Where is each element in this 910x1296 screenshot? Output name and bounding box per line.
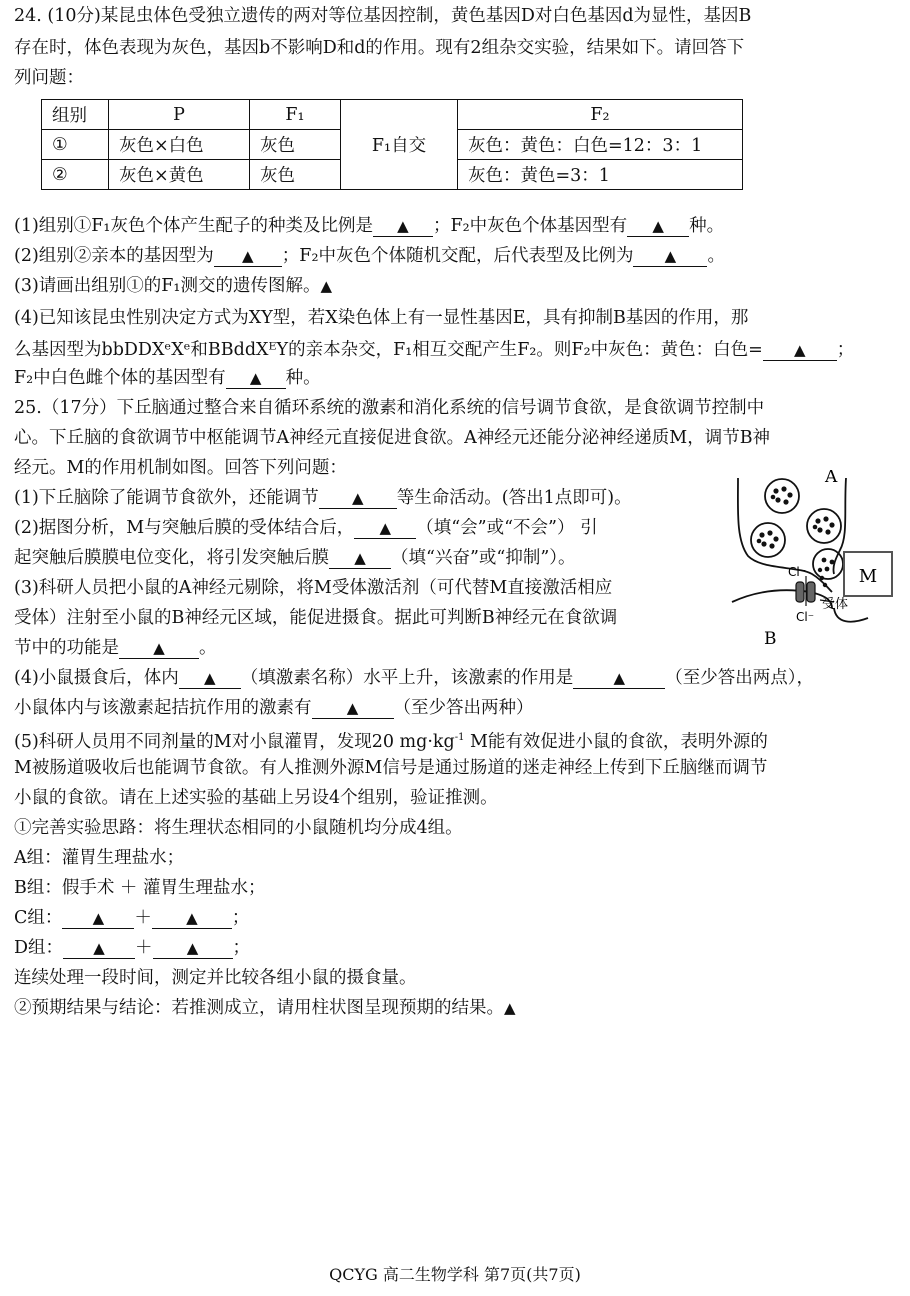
group-d-label: D组： — [14, 938, 64, 958]
q25-sub5-line4: ①完善实验思路：将生理状态相同的小鼠随机均分成4组。 — [14, 818, 463, 838]
q24-s1-text-c: 种。 — [689, 216, 725, 236]
q25-s5-text-a1: (5)科研人员用不同剂量的M对小鼠灌胃，发现20 mg·kg — [14, 731, 455, 752]
q24-s4-text-c1: F₂中白色雌个体的基因型有 — [14, 368, 226, 388]
triangle-icon: ▲ — [504, 999, 516, 1017]
q24-sub4-line3 — [14, 366, 321, 390]
header-p: P — [109, 100, 250, 130]
q24-intro-line3: 列问题： — [14, 68, 84, 88]
label-a: A — [825, 470, 838, 487]
q25-s4-text-b1: 小鼠体内与该激素起拮抗作用的激素有 — [14, 698, 312, 718]
q25-sub5-continue: 连续处理一段时间，测定并比较各组小鼠的摄食量。 — [14, 968, 417, 988]
q24-sub3 — [14, 274, 332, 298]
label-b: B — [764, 629, 777, 649]
q25-intro-line2: 心。下丘脑的食欲调节中枢能调节A神经元直接促进食欲。A神经元还能分泌神经递质M，调节B神 — [14, 428, 771, 448]
q25-sub4-line1 — [14, 666, 814, 690]
answer-blank[interactable] — [226, 368, 286, 389]
q25-sub5-line2: M被肠道吸收后也能调节食欲。有人推测外源M信号是通过肠道的迷走神经上传到下丘脑继而调节 — [14, 758, 768, 778]
postsynaptic-membrane — [732, 590, 832, 608]
answer-blank[interactable] — [153, 938, 233, 959]
q25-s4-text-b2: （至少答出两种） — [393, 698, 534, 718]
answer-blank[interactable] — [573, 668, 665, 689]
q24-s2-text-a: (2)组别②亲本的基因型为 — [14, 246, 214, 266]
triangle-icon: ▲ — [153, 639, 165, 657]
q24-s4-text-b2: ； — [836, 340, 855, 360]
q25-s2-text-b: （填“会”或“不会”） 引 — [416, 518, 598, 538]
q24-s2-text-c: 。 — [707, 246, 725, 266]
triangle-icon: ▲ — [92, 909, 105, 927]
plus-sign: ＋ — [134, 908, 152, 928]
triangle-icon: ▲ — [242, 247, 254, 265]
answer-blank[interactable] — [62, 908, 134, 929]
cell-f2: 灰色：黄色=3：1 — [458, 160, 743, 190]
q25-s2-text-c2: （填“兴奋”或“抑制”）。 — [391, 548, 576, 568]
q25-sub4-line2 — [14, 696, 534, 720]
answer-blank[interactable] — [329, 548, 391, 569]
q24-s4-text-c2: 种。 — [285, 368, 321, 388]
q25-s2-text-c1: 起突触后膜膜电位变化，将引发突触后膜 — [14, 548, 329, 568]
q25-s4-text-a1: (4)小鼠摄食后，体内 — [14, 668, 179, 688]
answer-blank[interactable] — [627, 216, 689, 237]
receptor-icon — [796, 576, 815, 606]
triangle-icon: ▲ — [613, 669, 626, 687]
semicolon: ； — [231, 908, 250, 928]
group-d — [14, 936, 250, 960]
q25-sub3-line2: 受体）注射至小鼠的B神经元区域，能促进摄食。据此可判断B神经元在食欲调 — [14, 608, 618, 628]
q25-s1-text-a: (1)下丘脑除了能调节食欲外，还能调节 — [14, 488, 319, 508]
triangle-icon: ▲ — [397, 217, 409, 235]
q25-s3-text-c1: 节中的功能是 — [14, 638, 119, 658]
answer-blank[interactable] — [179, 668, 241, 689]
triangle-icon: ▲ — [346, 699, 359, 717]
header-f1: F₁ — [250, 100, 341, 130]
q24-sub4-line1: (4)已知该昆虫性别决定方式为XY型，若X染色体上有一显性基因E，具有抑制B基因的作用，那 — [14, 308, 749, 328]
vesicle — [807, 509, 841, 543]
label-chloride-top: Cl⁻ — [788, 565, 807, 579]
header-f2: F₂ — [458, 100, 743, 130]
q25-sub3-line3 — [14, 636, 217, 660]
answer-blank[interactable] — [354, 518, 416, 539]
cell-f1: 灰色 — [250, 160, 341, 190]
group-a: A组：灌胃生理盐水； — [14, 848, 185, 868]
vesicle — [751, 523, 785, 557]
q24-sub4-line2 — [14, 338, 854, 362]
q25-s5-sup: -1 — [454, 732, 465, 743]
group-c — [14, 906, 249, 930]
label-receptor: 受体 — [822, 597, 849, 612]
header-group: 组别 — [42, 100, 109, 130]
q24-intro-line2: 存在时，体色表现为灰色，基因b不影响D和d的作用。现有2组杂交实验，结果如下。请回答下 — [14, 38, 745, 58]
triangle-icon: ▲ — [186, 909, 198, 927]
cell-group: ② — [42, 160, 109, 190]
merged-f1-selfing: F₁自交 — [341, 100, 458, 190]
label-m: M — [858, 566, 878, 587]
answer-blank[interactable] — [63, 938, 135, 959]
cell-f1: 灰色 — [250, 130, 341, 160]
triangle-icon: ▲ — [249, 369, 262, 387]
q24-s3-text: (3)请画出组别①的F₁测交的遗传图解。 — [14, 276, 321, 296]
triangle-icon: ▲ — [352, 489, 364, 507]
answer-blank[interactable] — [373, 216, 433, 237]
cell-p: 灰色×黄色 — [109, 160, 250, 190]
answer-blank[interactable] — [319, 488, 397, 509]
q25-sub5-line1 — [14, 726, 768, 754]
triangle-icon: ▲ — [652, 217, 664, 235]
answer-blank[interactable] — [633, 246, 707, 267]
triangle-icon: ▲ — [320, 277, 332, 295]
answer-blank[interactable] — [763, 340, 837, 361]
triangle-icon: ▲ — [93, 939, 105, 957]
q24-s4-text-b1: 么基因型为bbDDXᵉXᵉ和BBddXᴱY的亲本杂交，F₁相互交配产生F₂。则F₂中灰色：黄色：白色= — [14, 340, 763, 360]
cell-group: ① — [42, 130, 109, 160]
q25-sub1 — [14, 486, 632, 510]
q25-sub3-line1: (3)科研人员把小鼠的A神经元剔除，将M受体激活剂（可代替M直接激活相应 — [14, 578, 613, 598]
answer-blank[interactable] — [152, 908, 232, 929]
triangle-icon: ▲ — [379, 519, 391, 537]
vesicle — [765, 479, 799, 513]
plus-sign: ＋ — [135, 938, 153, 958]
q25-sub2-line2 — [14, 546, 576, 570]
label-chloride-bottom: Cl⁻ — [796, 610, 815, 624]
group-b: B组：假手术 ＋ 灌胃生理盐水； — [14, 878, 266, 898]
q25-sub5-expected — [14, 996, 516, 1020]
q25-s4-text-a3: （至少答出两点）， — [665, 668, 815, 688]
cell-p: 灰色×白色 — [109, 130, 250, 160]
synapse-diagram — [728, 470, 900, 650]
answer-blank[interactable] — [119, 638, 199, 659]
cross-table — [41, 99, 743, 190]
semicolon: ； — [232, 938, 251, 958]
q24-s1-text-b: ；F₂中灰色个体基因型有 — [432, 216, 628, 236]
q24-s1-text-a: (1)组别①F₁灰色个体产生配子的种类及比例是 — [14, 216, 373, 236]
triangle-icon: ▲ — [664, 247, 677, 265]
q25-intro-line1: 25.（17分）下丘脑通过整合来自循环系统的激素和消化系统的信号调节食欲，是食欲调节控制中 — [14, 398, 765, 418]
answer-blank[interactable] — [312, 698, 394, 719]
triangle-icon: ▲ — [354, 549, 366, 567]
q25-sub5-line3: 小鼠的食欲。请在上述实验的基础上另设4个组别，验证推测。 — [14, 788, 498, 808]
q24-sub1 — [14, 214, 724, 238]
triangle-icon: ▲ — [204, 669, 216, 687]
q25-s2-text-a: (2)据图分析，M与突触后膜的受体结合后， — [14, 518, 355, 538]
triangle-icon: ▲ — [186, 939, 199, 957]
q25-s5-text-a2: M能有效促进小鼠的食欲，表明外源的 — [464, 731, 768, 752]
page-footer: QCYG 高二生物学科 第7页(共7页) — [329, 1265, 581, 1284]
answer-blank[interactable] — [214, 246, 282, 267]
group-c-label: C组： — [14, 908, 63, 928]
q25-s1-text-b: 等生命活动。(答出1点即可)。 — [396, 488, 632, 508]
vesicle — [813, 549, 843, 579]
q25-s4-text-a2: （填激素名称）水平上升，该激素的作用是 — [240, 668, 574, 688]
q24-intro-line1: 24. (10分)某昆虫体色受独立遗传的两对等位基因控制，黄色基因D对白色基因d为显性，基因B — [14, 6, 752, 26]
q25-sub2-line1 — [14, 516, 598, 540]
q24-s2-text-b: ；F₂中灰色个体随机交配，后代表型及比例为 — [281, 246, 634, 266]
q24-sub2 — [14, 244, 725, 268]
q25-intro-line3: 经元。M的作用机制如图。回答下列问题： — [14, 458, 347, 478]
triangle-icon: ▲ — [793, 341, 806, 359]
cell-f2: 灰色：黄色：白色=12：3：1 — [458, 130, 743, 160]
q25-s5-text-f: ②预期结果与结论：若推测成立，请用柱状图呈现预期的结果。 — [14, 998, 504, 1018]
q25-s3-text-c2: 。 — [199, 638, 217, 658]
